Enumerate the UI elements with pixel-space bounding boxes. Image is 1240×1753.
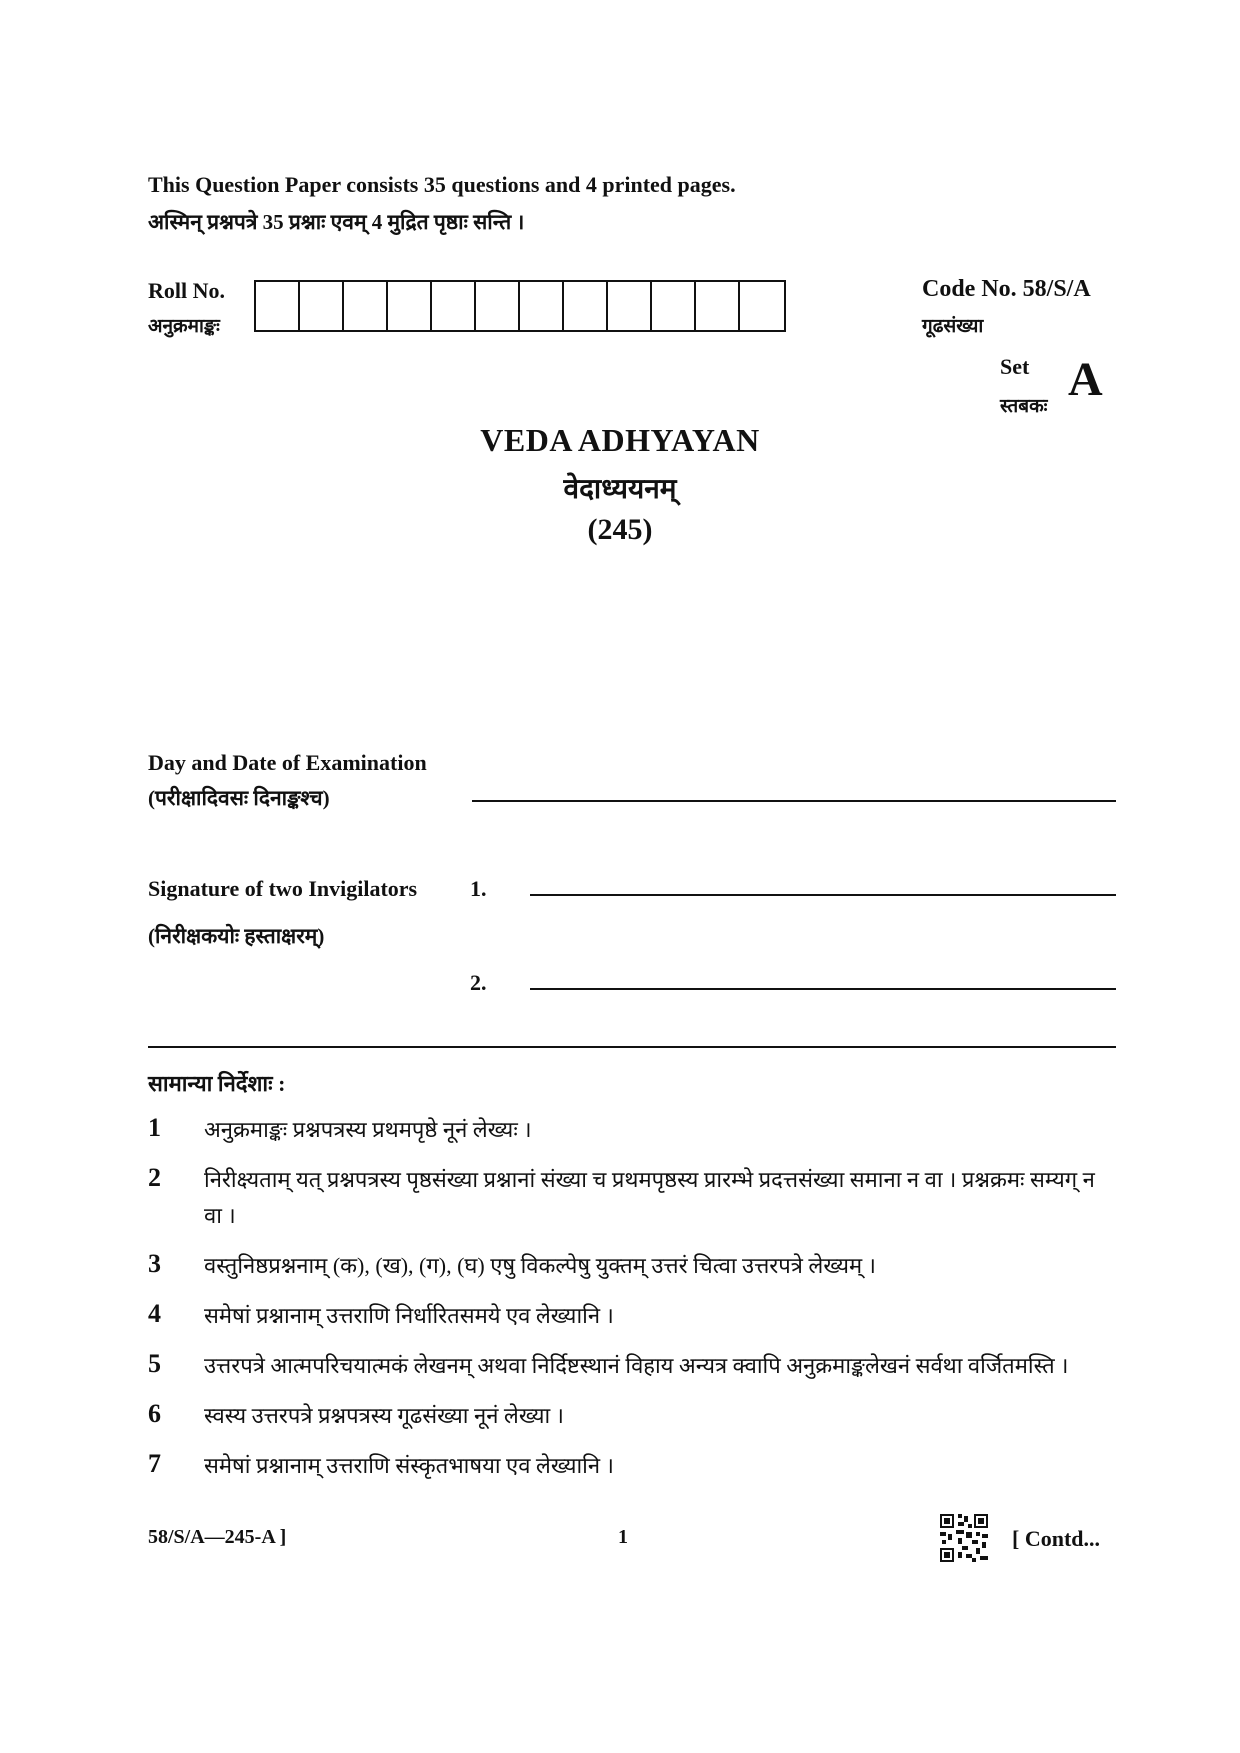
roll-number-box[interactable]: [520, 282, 564, 330]
roll-number-box[interactable]: [388, 282, 432, 330]
intro-english: This Question Paper consists 35 questions and 4 printed pages.: [148, 172, 736, 197]
roll-number-box[interactable]: [300, 282, 344, 330]
invigilator-1-number: 1.: [470, 876, 487, 901]
invigilator-1-signature-field[interactable]: [530, 894, 1116, 896]
invigilator-2-signature-field[interactable]: [530, 988, 1116, 990]
instruction-text: उत्तरपत्रे आत्मपरिचयात्मकं लेखनम् अथवा निर्दिष्टस्थानं विहाय अन्यत्र क्वापि अनुक्रमाङ्कलेखनं सर्वथा वर्जितमस्ति ।: [204, 1353, 1069, 1378]
instruction-number: 1: [148, 1113, 161, 1142]
set-label: Set: [1000, 354, 1030, 379]
instruction-text: समेषां प्रश्नानाम् उत्तराणि संस्कृतभाषया एव लेख्यानि ।: [204, 1453, 614, 1478]
code-number: Code No. 58/S/A: [922, 276, 1091, 302]
instruction-number: 3: [148, 1249, 161, 1278]
footer-continued: [ Contd...: [1012, 1526, 1101, 1551]
roll-number-box[interactable]: [344, 282, 388, 330]
roll-number-label-hindi: अनुक्रमाङ्कः: [148, 316, 220, 337]
qr-code-icon: [938, 1512, 990, 1564]
roll-number-box[interactable]: [564, 282, 608, 330]
instruction-item: [148, 1112, 1116, 1148]
invigilator-signature-label: Signature of two Invigilators: [148, 876, 418, 901]
roll-number-box[interactable]: [256, 282, 300, 330]
exam-date-field[interactable]: [472, 800, 1116, 802]
subject-title: VEDA ADHYAYAN: [480, 422, 760, 458]
instruction-text: समेषां प्रश्नानाम् उत्तराणि निर्धारितसमये एव लेख्यानि ।: [204, 1303, 614, 1328]
footer-page-number: 1: [618, 1526, 628, 1548]
instruction-item: [148, 1298, 1116, 1334]
instruction-item: [148, 1348, 1116, 1384]
invigilator-2-number: 2.: [470, 970, 487, 995]
section-divider: [148, 1046, 1116, 1048]
subject-code: (245): [587, 513, 653, 546]
roll-number-box[interactable]: [652, 282, 696, 330]
footer-paper-code: 58/S/A—245-A ]: [148, 1526, 287, 1548]
instruction-number: 6: [148, 1399, 161, 1428]
instruction-item: [148, 1248, 1116, 1284]
exam-date-label-hindi: (परीक्षादिवसः दिनाङ्कश्च): [148, 786, 330, 810]
roll-number-boxes[interactable]: [254, 280, 786, 332]
intro-hindi: अस्मिन् प्रश्नपत्रे 35 प्रश्नाः एवम् 4 मुद्रित पृष्ठाः सन्ति ।: [148, 210, 525, 234]
instruction-item: [148, 1162, 1116, 1234]
invigilator-signature-label-hindi: (निरीक्षकयोः हस्ताक्षरम्): [148, 924, 325, 948]
roll-number-box[interactable]: [696, 282, 740, 330]
roll-number-box[interactable]: [476, 282, 520, 330]
roll-number-label: Roll No.: [148, 278, 225, 303]
instruction-text: वस्तुनिष्ठप्रश्ननाम् (क), (ख), (ग), (घ) एषु विकल्पेषु युक्तम् उत्तरं चित्वा उत्तरपत्रे लेख्यम् ।: [204, 1253, 876, 1278]
instruction-item: [148, 1398, 1116, 1434]
instructions-list: [148, 1112, 1116, 1498]
code-number-hindi: गूढसंख्या: [922, 316, 984, 337]
instruction-text: स्वस्य उत्तरपत्रे प्रश्नपत्रस्य गूढसंख्या नूनं लेख्या ।: [204, 1403, 565, 1428]
instruction-number: 7: [148, 1449, 161, 1478]
instruction-text: निरीक्ष्यताम् यत् प्रश्नपत्रस्य पृष्ठसंख्या प्रश्नानां संख्या च प्रथमपृष्ठस्य प्रारम्भे प्रदत्तसंख्या समाना न वा । प्रश्नक्रमः सम्यग् न वा ।: [204, 1167, 1095, 1228]
subject-title-hindi: वेदाध्ययनम्: [563, 474, 677, 505]
title-block: [0, 422, 1240, 547]
instruction-text: अनुक्रमाङ्कः प्रश्नपत्रस्य प्रथमपृष्ठे नूनं लेख्यः ।: [204, 1117, 532, 1142]
exam-date-label: Day and Date of Examination: [148, 750, 427, 775]
roll-number-box[interactable]: [432, 282, 476, 330]
instructions-heading: सामान्या निर्देशाः :: [148, 1071, 286, 1096]
set-label-hindi: स्तबकः: [1000, 396, 1048, 417]
roll-number-box[interactable]: [608, 282, 652, 330]
set-letter: A: [1068, 353, 1103, 406]
instruction-number: 2: [148, 1163, 161, 1192]
instruction-item: [148, 1448, 1116, 1484]
instruction-number: 5: [148, 1349, 161, 1378]
roll-number-box[interactable]: [740, 282, 784, 330]
instruction-number: 4: [148, 1299, 161, 1328]
